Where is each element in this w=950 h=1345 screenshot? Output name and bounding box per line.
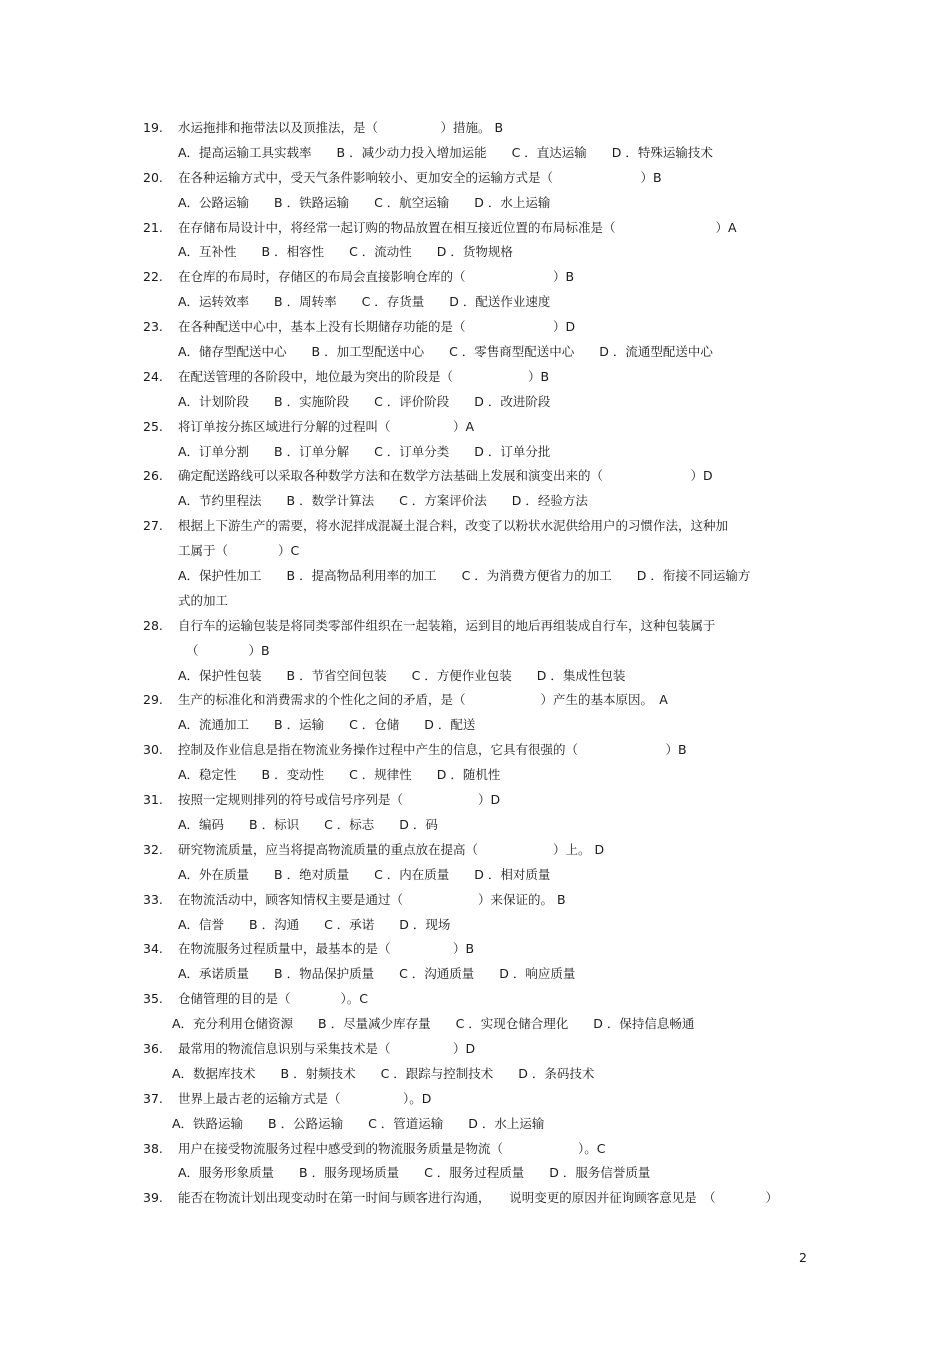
question-number: 28. <box>143 617 163 633</box>
question-line <box>143 1186 823 1211</box>
options-line <box>143 141 823 166</box>
question-list <box>143 116 823 1211</box>
question-line <box>143 265 823 290</box>
question-number: 25. <box>143 418 163 434</box>
question-number: 29. <box>143 692 163 708</box>
question-line <box>143 116 823 141</box>
question-number: 39. <box>143 1190 163 1206</box>
answer-options: A．铁路运输 B ．公路运输 C ．管道运输 D ．水上运输 <box>172 1115 545 1131</box>
answer-options: A．订单分割 B ．订单分解 C ．订单分类 D ．订单分批 <box>178 443 551 459</box>
answer-options: A．充分利用仓储资源 B ．尽量减少库存量 C ．实现仓储合理化 D ．保持信息畅通 <box>172 1016 695 1032</box>
question-line <box>143 888 823 913</box>
question-text-continued: （ ）B <box>186 642 270 658</box>
options-line <box>143 1062 823 1087</box>
question-number: 32. <box>143 841 163 857</box>
options-line <box>143 390 823 415</box>
question-line <box>143 987 823 1012</box>
question-text: 水运拖排和拖带法以及顶推法，是（ ）措施。 B <box>178 120 504 135</box>
answer-options-continued: 式的加工 <box>178 592 229 608</box>
question-line <box>143 788 823 813</box>
page-number: 2 <box>799 1250 807 1265</box>
question-number: 37. <box>143 1090 163 1106</box>
question-number: 20. <box>143 169 163 185</box>
options-line <box>143 813 823 838</box>
options-line <box>143 664 823 689</box>
question-text: 在仓库的布局时，存储区的布局会直接影响仓库的（ ）B <box>178 269 575 285</box>
answer-options: A．公路运输 B ．铁路运输 C ．航空运输 D ．水上运输 <box>178 194 551 210</box>
question-text-continued: 工属于（ ）C <box>178 543 300 559</box>
question-text: 在配送管理的各阶段中，地位最为突出的阶段是（ ）B <box>178 368 550 384</box>
question-continuation-line <box>143 539 823 564</box>
options-continuation-line <box>143 589 823 614</box>
question-line <box>143 166 823 191</box>
question-number: 27. <box>143 518 163 534</box>
question-number: 22. <box>143 269 163 285</box>
question-text: 确定配送路线可以采取各种数学方法和在数学方法基础上发展和演变出来的（ ）D <box>178 468 713 484</box>
question-text: 仓储管理的目的是（ ）。C <box>178 991 368 1007</box>
question-text: 在各种运输方式中，受天气条件影响较小、更加安全的运输方式是（ ）B <box>178 169 662 185</box>
answer-options: A．节约里程法 B ．数学计算法 C ．方案评价法 D ．经验方法 <box>178 493 588 509</box>
question-number: 23. <box>143 319 163 335</box>
answer-options: A．运转效率 B ．周转率 C ．存货量 D ．配送作业速度 <box>178 294 551 310</box>
question-line <box>143 688 823 713</box>
question-line <box>143 838 823 863</box>
options-line <box>143 240 823 265</box>
question-continuation-line <box>143 639 823 664</box>
question-line <box>143 937 823 962</box>
question-number: 19. <box>143 120 163 135</box>
answer-options: A．信誉 B ．沟通 C ．承诺 D ．现场 <box>178 916 451 932</box>
options-line <box>143 340 823 365</box>
question-number: 26. <box>143 468 163 484</box>
options-line <box>143 1161 823 1186</box>
options-line <box>143 191 823 216</box>
question-line <box>143 216 823 241</box>
question-text: 在各种配送中心中，基本上没有长期储存功能的是（ ）D <box>178 319 576 335</box>
options-line <box>143 863 823 888</box>
question-line <box>143 514 823 539</box>
answer-options: A．外在质量 B ．绝对质量 C ．内在质量 D ．相对质量 <box>178 866 551 882</box>
question-number: 36. <box>143 1040 163 1056</box>
answer-options: A．服务形象质量 B ．服务现场质量 C ．服务过程质量 D ．服务信誉质量 <box>178 1165 651 1181</box>
options-line <box>143 962 823 987</box>
options-line <box>143 564 823 589</box>
question-text: 生产的标准化和消费需求的个性化之间的矛盾，是（ ）产生的基本原因。 A <box>178 692 668 708</box>
question-number: 38. <box>143 1140 163 1156</box>
question-line <box>143 614 823 639</box>
question-text: 根据上下游生产的需要，将水泥拌成混凝土混合料，改变了以粉状水泥供给用户的习惯作法，这种加 <box>178 518 729 534</box>
question-line <box>143 1137 823 1162</box>
answer-options: A．流通加工 B ．运输 C ．仓储 D ．配送 <box>178 717 476 733</box>
question-text: 用户在接受物流服务过程中感受到的物流服务质量是物流（ ）。C <box>178 1140 606 1156</box>
answer-options: A．计划阶段 B ．实施阶段 C ．评价阶段 D ．改进阶段 <box>178 393 551 409</box>
answer-options: A．互补性 B ．相容性 C ．流动性 D ．货物规格 <box>178 244 513 260</box>
answer-options: A．编码 B ．标识 C ．标志 D ．码 <box>178 816 438 832</box>
answer-options: A．稳定性 B ．变动性 C ．规律性 D ．随机性 <box>178 767 501 783</box>
question-text: 在物流活动中，顾客知情权主要是通过（ ）来保证的。 B <box>178 891 566 907</box>
answer-options: A．承诺质量 B ．物品保护质量 C ．沟通质量 D ．响应质量 <box>178 966 576 982</box>
question-text: 在物流服务过程质量中，最基本的是（ ）B <box>178 941 475 957</box>
question-number: 31. <box>143 792 163 808</box>
question-text: 自行车的运输包装是将同类零部件组织在一起装箱，运到目的地后再组装成自行车，这种包装属于 <box>178 617 716 633</box>
answer-options: A．保护性加工 B ．提高物品利用率的加工 C ．为消费方便省力的加工 D ．衔接不同运输方 <box>178 568 751 584</box>
question-text: 控制及作业信息是指在物流业务操作过程中产生的信息，它具有很强的（ ）B <box>178 742 687 758</box>
options-line <box>143 440 823 465</box>
question-text: 最常用的物流信息识别与采集技术是（ ）D <box>178 1040 476 1056</box>
options-line <box>143 1012 823 1037</box>
options-line <box>143 489 823 514</box>
question-number: 34. <box>143 941 163 957</box>
question-number: 35. <box>143 991 163 1007</box>
options-line <box>143 713 823 738</box>
answer-options: A．保护性包装 B ．节省空间包装 C ．方便作业包装 D ．集成性包装 <box>178 667 626 683</box>
question-number: 33. <box>143 891 163 907</box>
question-text: 研究物流质量，应当将提高物流质量的重点放在提高（ ）上。 D <box>178 841 605 857</box>
question-text: 能否在物流计划出现变动时在第一时间与顾客进行沟通， 说明变更的原因并征询顾客意见是 （ ） <box>178 1190 779 1206</box>
question-line <box>143 738 823 763</box>
question-line <box>143 365 823 390</box>
options-line <box>143 1112 823 1137</box>
answer-options: A．储存型配送中心 B ．加工型配送中心 C ．零售商型配送中心 D ．流通型配送中心 <box>178 344 713 360</box>
question-text: 在存储布局设计中，将经常一起订购的物品放置在相互接近位置的布局标准是（ ）A <box>178 219 737 235</box>
question-text: 按照一定规则排列的符号或信号序列是（ ）D <box>178 792 501 808</box>
question-text: 将订单按分拣区域进行分解的过程叫（ ）A <box>178 418 475 434</box>
question-line <box>143 1087 823 1112</box>
options-line <box>143 913 823 938</box>
question-number: 30. <box>143 742 163 758</box>
question-number: 24. <box>143 368 163 384</box>
question-line <box>143 415 823 440</box>
question-line <box>143 315 823 340</box>
options-line <box>143 290 823 315</box>
answer-options: A．数据库技术 B ．射频技术 C ．跟踪与控制技术 D ．条码技术 <box>172 1065 595 1081</box>
options-line <box>143 763 823 788</box>
question-line <box>143 1037 823 1062</box>
question-text: 世界上最古老的运输方式是（ ）。D <box>178 1090 432 1106</box>
answer-options: A．提高运输工具实载率 B ．减少动力投入增加运能 C ．直达运输 D ．特殊运输技术 <box>178 144 713 160</box>
question-number: 21. <box>143 219 163 235</box>
question-line <box>143 464 823 489</box>
